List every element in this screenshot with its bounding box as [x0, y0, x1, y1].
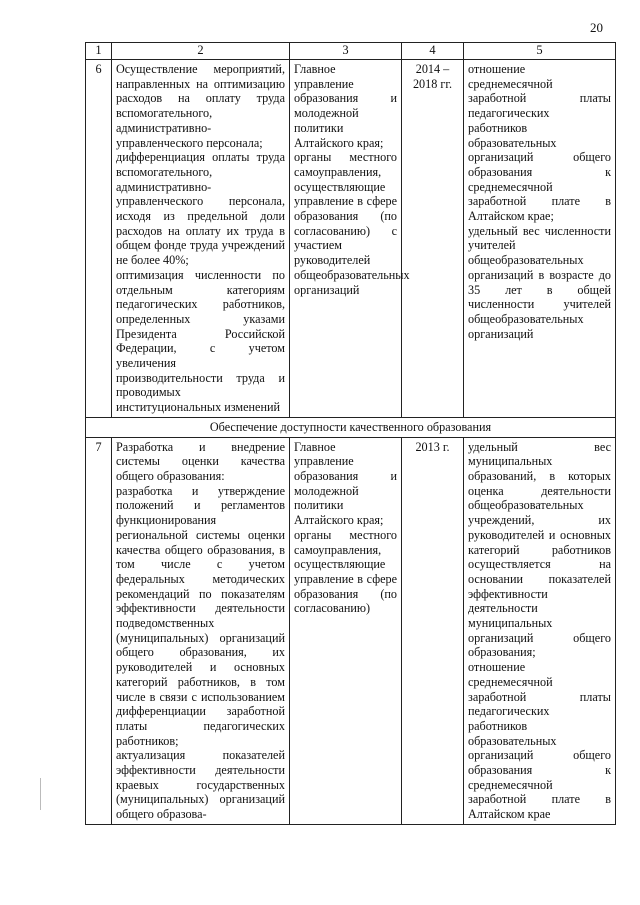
measures-table [85, 42, 616, 825]
indicators [464, 437, 616, 824]
indicator-paragraph: отношение среднемесячной заработной платы педагогических работников образовательных организаций общего образования к среднемесячной заработной плате в Алтайском крае; [468, 62, 611, 224]
measure-paragraph: оптимизация численности по отдельным категориям педагогических работников, определенных указами Президента Российской Федерации, с учетом увеличения производительности труда и проводимых институциональных изменений [116, 267, 285, 415]
executor-paragraph: Главное управление образования и молодежной политики Алтайского края; [294, 62, 397, 150]
measure-paragraph: Осуществление мероприятий, направленных на оптимизацию расходов на оплату труда вспомогательного, административно-управленческого персонала; [116, 62, 285, 150]
implementation-period: 2014 – 2018 гг. [402, 60, 464, 418]
executor-paragraph: Главное управление образования и молодежной политики Алтайского края; [294, 439, 397, 528]
section-title: Обеспечение доступности качественного образования [86, 417, 616, 437]
indicators [464, 60, 616, 418]
table-row [86, 60, 616, 418]
measure-paragraph: Разработка и внедрение системы оценки качества общего образования: [116, 439, 285, 483]
indicator-paragraph: удельный вес муниципальных образований, в которых оценка деятельности общеобразовательных учреждений, их руководителей и основных категорий работников осуществляется на основании показателей эффективности деятельности муниципальных организаций общего образования; [468, 439, 611, 660]
implementation-period: 2013 г. [402, 437, 464, 824]
column-header: 3 [290, 43, 402, 60]
measure-description [112, 60, 290, 418]
responsible-executors [290, 437, 402, 824]
measure-paragraph: дифференциация оплаты труда вспомогательного, административно-управленческого персонала, исходя из предельной доли расходов на оплату их труда в общем фонде труда учреждений не более 40%; [116, 150, 285, 268]
scan-artifact-line [40, 778, 41, 810]
table-header-row [86, 43, 616, 60]
page-number: 20 [590, 20, 603, 35]
measure-paragraph: разработка и утверждение положений и регламентов функционирования региональной системы оценки качества общего образования, в том числе с учетом федеральных методических рекомендаций по показателям эффективности деятельности подведомственных (муниципальных) организаций общего образования, их руководителей и основных категорий работников, в том числе в связи с использованием дифференциации заработной платы педагогических работников; [116, 483, 285, 748]
executor-paragraph: органы местного самоуправления, осуществляющие управление в сфере образования (по согласованию) [294, 527, 397, 616]
column-header: 5 [464, 43, 616, 60]
row-number: 7 [86, 437, 112, 824]
table-row [86, 437, 616, 824]
executor-paragraph: органы местного самоуправления, осуществляющие управление в сфере образования (по согласованию) с участием руководителей общеобразовательных организаций [294, 150, 410, 297]
indicator-paragraph: отношение среднемесячной заработной платы педагогических работников образовательных организаций общего образования к среднемесячной заработной плате в Алтайском крае [468, 660, 611, 822]
column-header: 4 [402, 43, 464, 60]
measure-paragraph: актуализация показателей эффективности деятельности краевых государственных (муниципальных) организаций общего образова- [116, 748, 285, 822]
section-row [86, 417, 616, 437]
responsible-executors [290, 60, 410, 418]
indicator-paragraph: удельный вес численности учителей общеобразовательных организаций в возрасте до 35 лет в общей численности учителей общеобразовательных организаций [468, 223, 611, 341]
column-header: 2 [112, 43, 290, 60]
column-header: 1 [86, 43, 112, 60]
row-number: 6 [86, 60, 112, 418]
measure-description [112, 437, 290, 824]
